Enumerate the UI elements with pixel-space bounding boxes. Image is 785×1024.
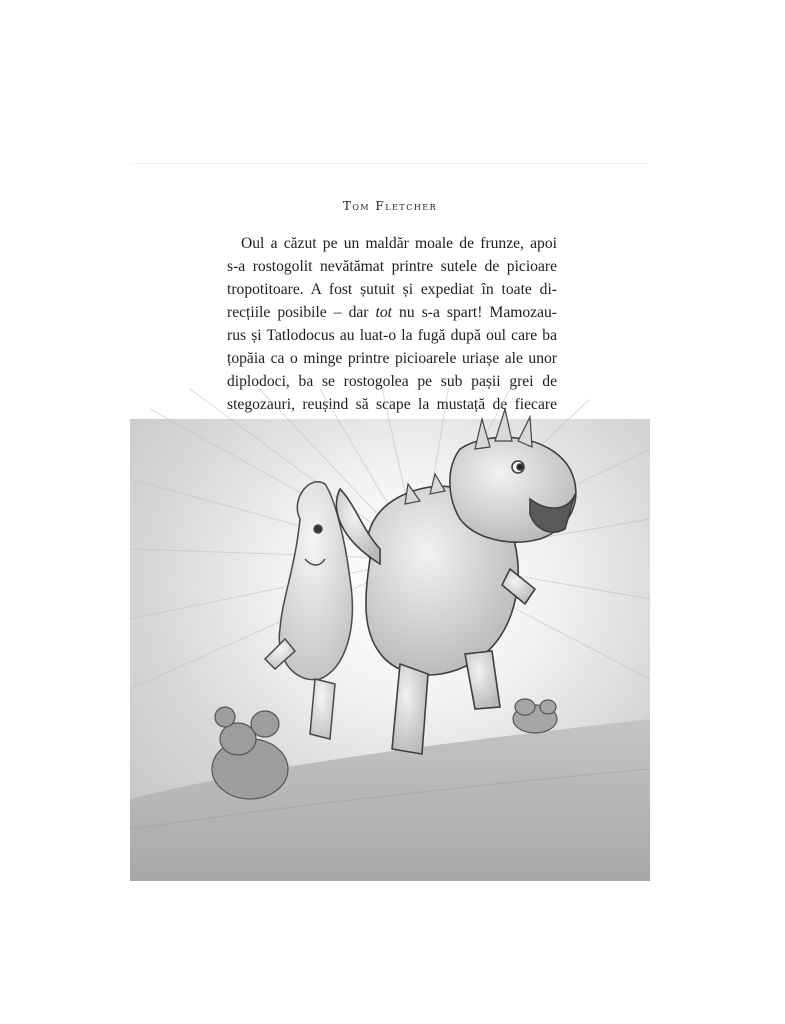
text-line: diplodoci, ba se rostogolea pe sub pașii grei de bbox=[227, 373, 557, 390]
text-line: tropotitoare. A fost șutuit și expediat în toate di- bbox=[227, 281, 557, 298]
text-fragment: nu s-a spart! Mamozau- bbox=[392, 304, 557, 321]
text-fragment: recțiile posibile – dar bbox=[227, 304, 369, 321]
text-line: Oul a căzut pe un maldăr moale de frunze, apoi bbox=[241, 235, 557, 252]
emphasis-word: tot bbox=[375, 304, 393, 321]
dinosaur-illustration bbox=[130, 389, 650, 881]
text-line bbox=[227, 301, 557, 324]
book-page bbox=[130, 163, 650, 881]
text-line: s-a rostogolit nevătămat printre sutele de picioare bbox=[227, 258, 557, 275]
text-line: țopăia ca o minge printre picioarele uriașe ale unor bbox=[227, 350, 557, 367]
cactus-right bbox=[513, 699, 557, 733]
running-head: Tom Fletcher bbox=[342, 199, 438, 213]
text-line: stegozauri, reușind să scape la mustață de fiecare bbox=[227, 396, 557, 413]
text-line: rus și Tatlodocus au luat-o la fugă după oul care ba bbox=[227, 327, 557, 344]
